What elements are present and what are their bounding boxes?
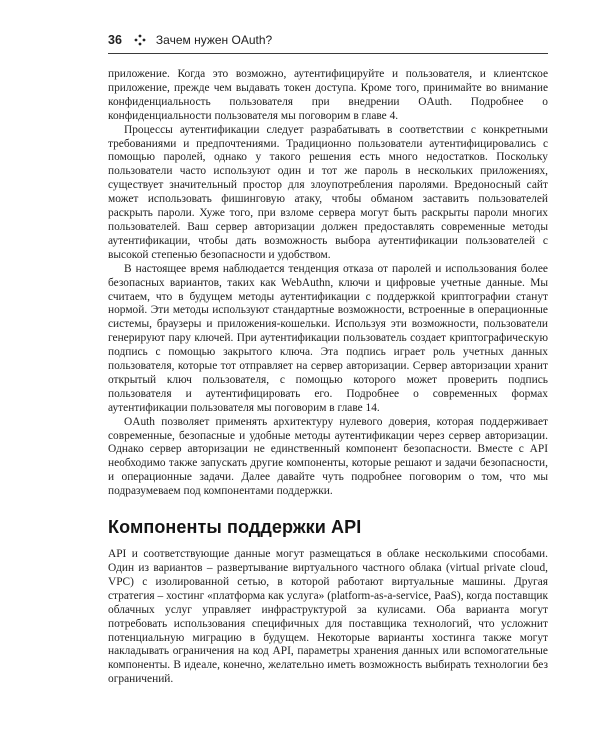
paragraph: В настоящее время наблюдается тенденция отказа от паролей и использования более безопасных вариантов, таких как WebAuthn, ключи и цифровые учетные данные. Мы считаем, что в будущем методы аутентификации с поддержкой криптографии станут нормой. Эти методы используют стандартные возможности, встроенные в операционные системы, браузеры и приложения-кошельки. Используя эти возможности, пользователи генерируют пару ключей. При аутентификации пользователь создает криптографическую подпись с помощью закрытого ключа. Эта подпись играет роль учетных данных пользователя, которые тот отправляет на сервер авторизации. Сервер авторизации хранит открытый ключ пользователя, с помощью которого может проверить подпись пользователя и аутентифицировать его. Подробнее о современных формах аутентификации пользователя мы поговорим в главе 14. [108, 262, 548, 414]
paragraph: API и соответствующие данные могут размещаться в облаке несколькими способами. Один из вариантов – развертывание виртуального частного облака (virtual private cloud, VPC) с изолированной сетью, в которой работают виртуальные машины. Другая стратегия – хостинг «платформа как услуга» (platform-as-a-service, PaaS), когда поставщик облачных услуг управляет инфраструктурой за кулисами. Оба варианта могут потребовать использования специфичных для поставщика технологий, что усложнит потенциальную миграцию в будущем. Некоторые варианты хостинга также могут накладывать ограничения на код API, параметры хранения данных или вспомогательные компоненты. В идеале, конечно, желательно иметь возможность выбирать технологии без ограничений. [108, 548, 548, 686]
page-number: 36 [108, 33, 122, 47]
body-text [108, 68, 548, 687]
paragraph: Процессы аутентификации следует разрабатывать в соответствии с конкретными требованиями и предпочтениями. Традиционно пользователи аутентифицировались с помощью паролей, однако у такого решения есть много недостатков. Поскольку пользователи часто используют один и тот же пароль в нескольких приложениях, существует значительный простор для злоупотребления паролями. Вредоносный сайт может использовать фишинговую атаку, чтобы обманом заставить пользователей раскрыть пароли. Хуже того, при взломе сервера могут быть раскрыты пароли многих пользователей. Ваш сервер авторизации должен предоставлять современные методы аутентификации, чтобы дать возможность выбора аутентификации пользователей с высокой степенью безопасности и удобством. [108, 123, 548, 261]
running-header [108, 30, 548, 54]
diamond-dots-icon [134, 34, 146, 46]
paragraph: приложение. Когда это возможно, аутентифицируйте и пользователя, и клиентское приложение, прежде чем выдавать токен доступа. Кроме того, принимайте во внимание конфиденциальность пользователя при внедрении OAuth. Подробнее о конфиденциальности пользователя мы поговорим в главе 4. [108, 68, 548, 122]
section-heading: Компоненты поддержки API [108, 517, 362, 538]
paragraph: OAuth позволяет применять архитектуру нулевого доверия, которая поддерживает современные, безопасные и удобные методы аутентификации через сервер авторизации. Однако сервер авторизации не единственный компонент безопасности. Вместе с API необходимо также запускать другие компоненты, которые решают и задачи безопасности, и операционные задачи. Далее давайте чуть подробнее поговорим о том, что мы подразумеваем под компонентами поддержки. [108, 415, 548, 498]
chapter-title: Зачем нужен OAuth? [155, 33, 273, 47]
